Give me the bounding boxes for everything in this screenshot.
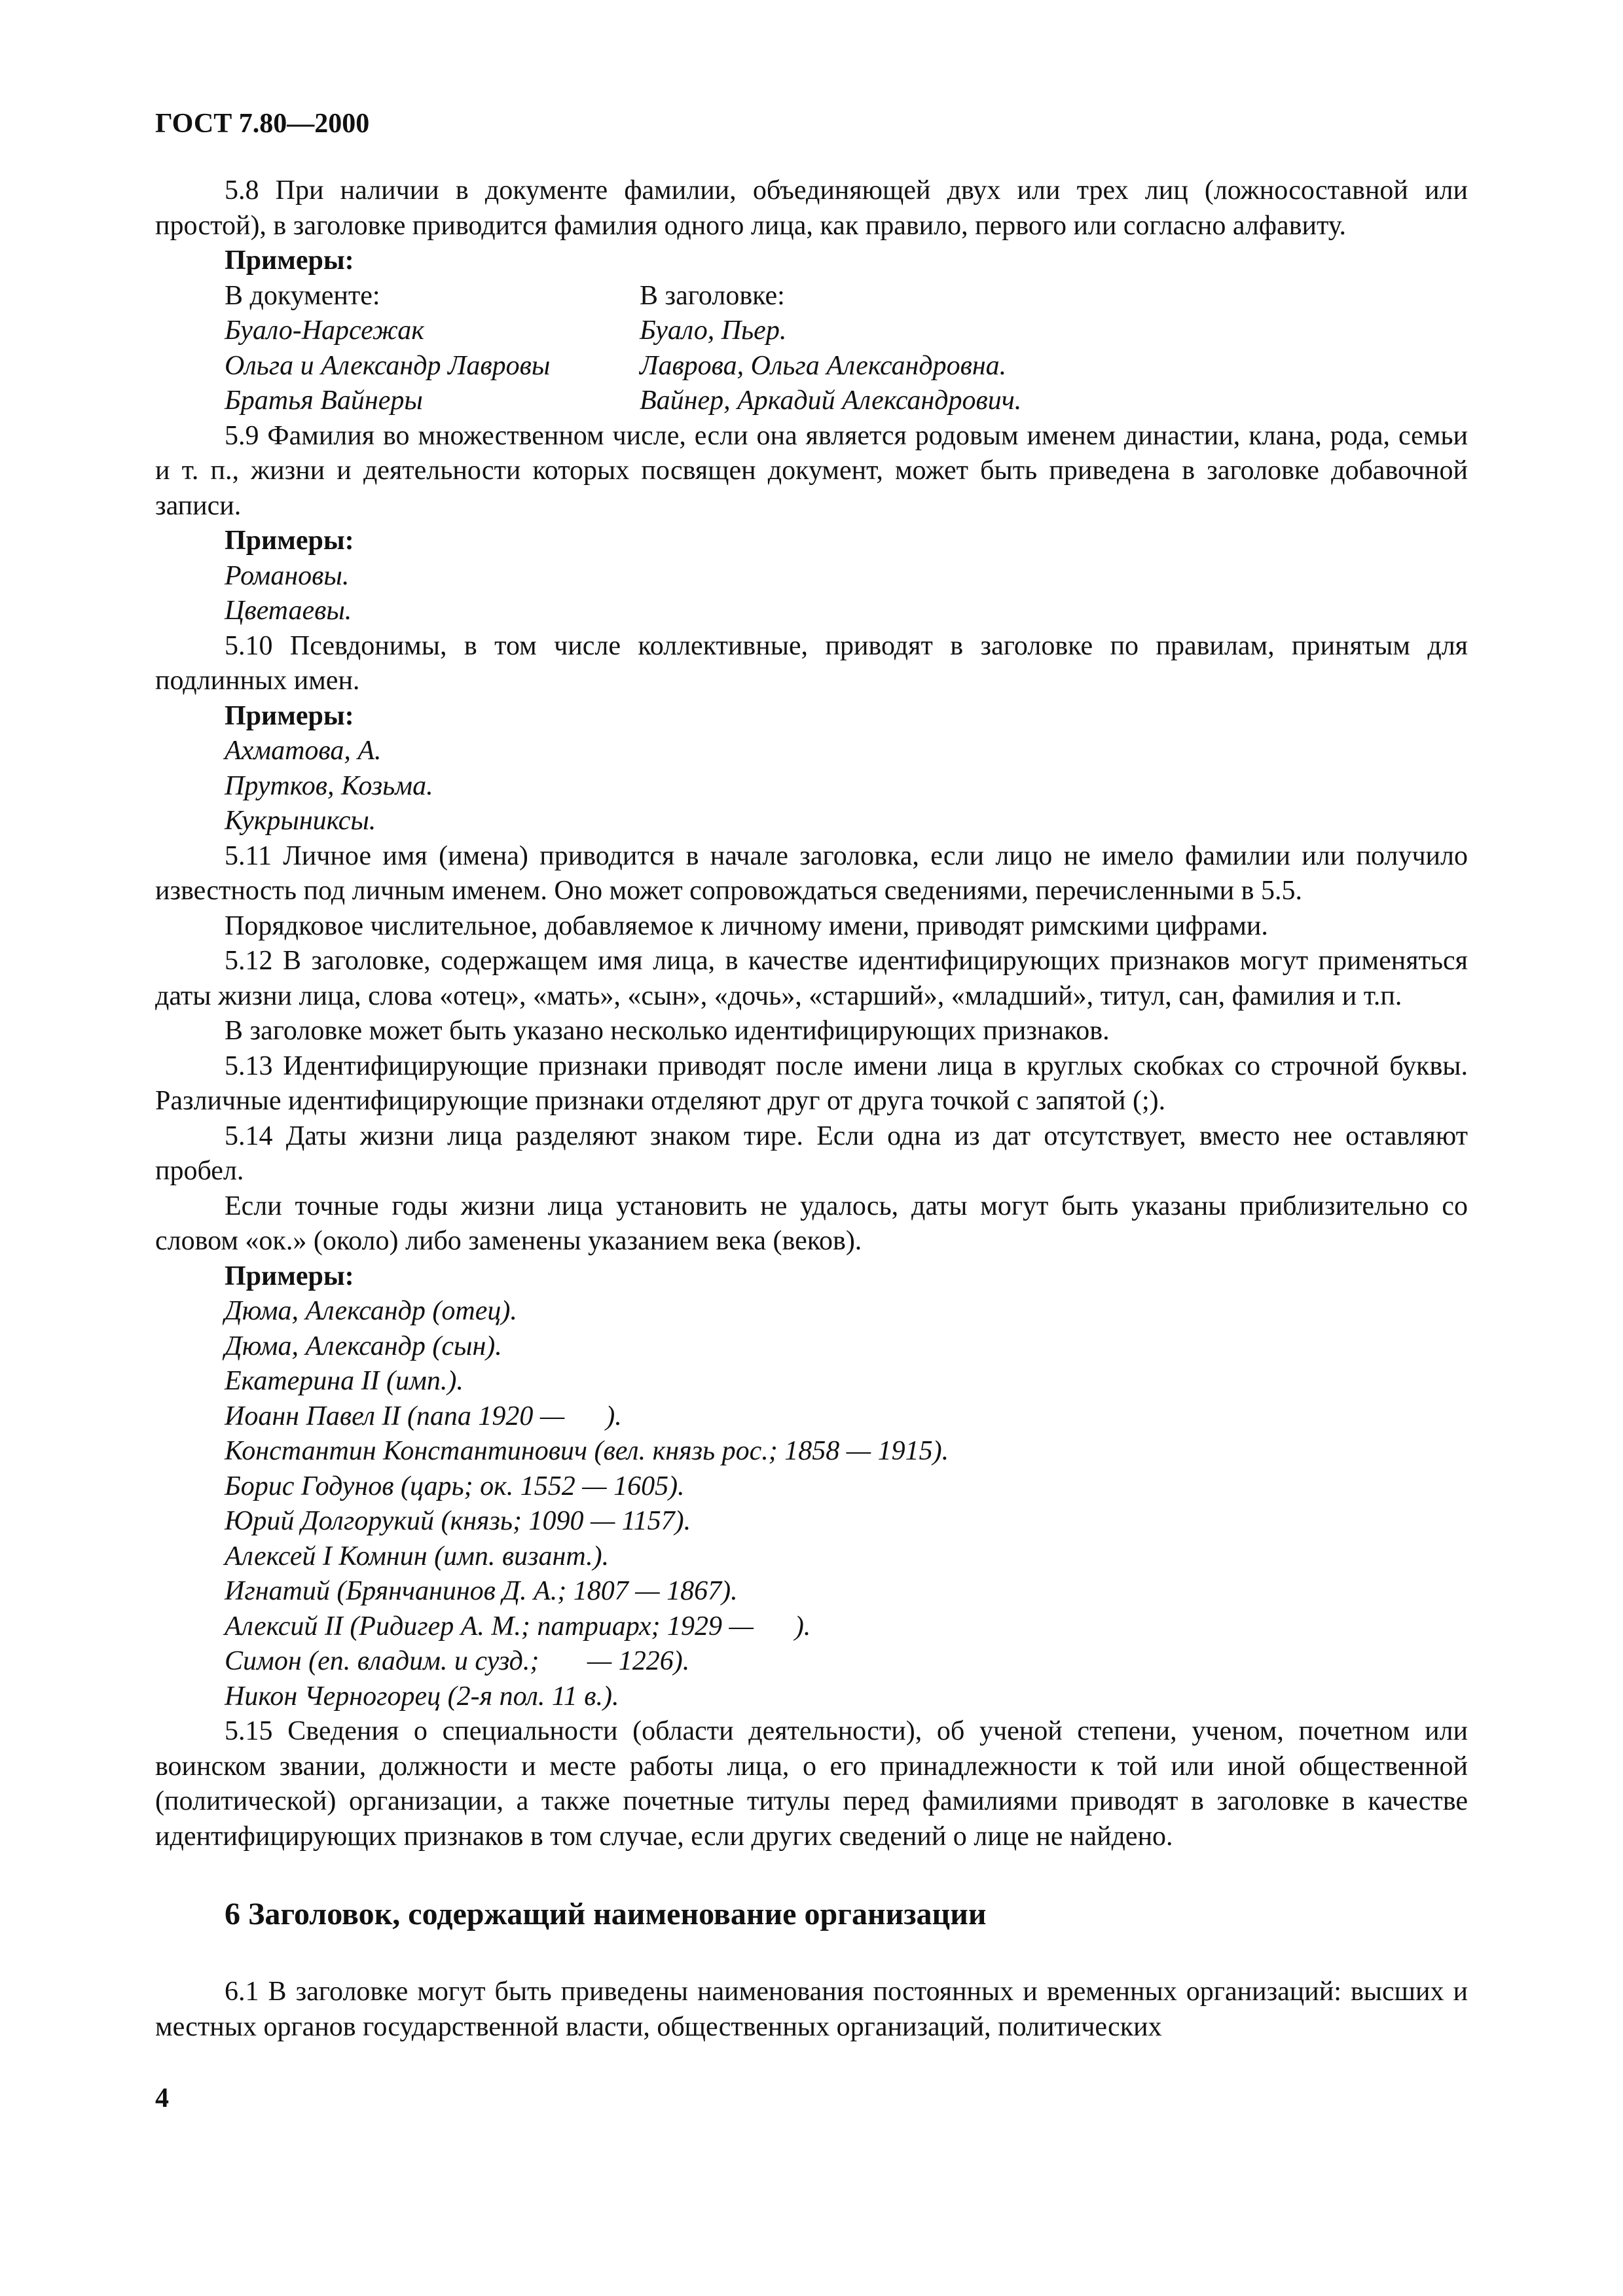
examples-col-heading: В заголовке: [640, 280, 785, 311]
example-item: Игнатий (Брянчанинов Д. А.; 1807 — 1867). [225, 1576, 738, 1606]
example-item: Екатерина II (имп.). [225, 1366, 464, 1396]
page-number: 4 [155, 2083, 169, 2113]
example-item: Константин Константинович (вел. князь рос.; 1858 — 1915). [225, 1436, 949, 1466]
examples-label: Примеры: [225, 1261, 354, 1291]
example-item: Дюма, Александр (отец). [225, 1296, 517, 1326]
example-item: Юрий Долгорукий (князь; 1090 — 1157). [225, 1506, 691, 1536]
paragraph-5-9: 5.9 Фамилия во множественном числе, если она является родовым именем династии, клана, рода, семьи и т. п., жизни и деятельности которых посвящен документ, может быть приведена в заголовке добавочной записи. [155, 420, 1468, 521]
paragraph-5-14-b: Если точные годы жизни лица установить не удалось, даты могут быть указаны приблизительно со словом «ок.» (около) либо заменены указанием века (веков). [155, 1191, 1468, 1256]
examples-label: Примеры: [225, 526, 354, 556]
example-head: Буало, Пьер. [640, 315, 787, 346]
examples-label: Примеры: [225, 700, 354, 731]
example-head: Лаврова, Ольга Александровна. [640, 350, 1007, 381]
paragraph-5-8: 5.8 При наличии в документе фамилии, объединяющей двух или трех лиц (ложносоставной или простой), в заголовке приводится фамилия одного лица, как правило, первого или согласно алфавиту. [155, 175, 1468, 241]
example-item: Цветаевы. [225, 596, 352, 626]
paragraph-5-11-b: Порядковое числительное, добавляемое к личному имени, приводят римскими цифрами. [225, 910, 1268, 941]
paragraph-5-14: 5.14 Даты жизни лица разделяют знаком тире. Если одна из дат отсутствует, вместо нее оставляют пробел. [155, 1121, 1468, 1186]
document-header: ГОСТ 7.80—2000 [155, 109, 370, 139]
example-item: Кукрыниксы. [225, 806, 376, 836]
example-item: Прутков, Козьма. [225, 770, 433, 801]
example-doc: Ольга и Александр Лавровы [225, 350, 551, 381]
example-row [225, 384, 1468, 419]
example-head: Вайнер, Аркадий Александрович. [640, 386, 1022, 416]
examples-col-document: В документе: [225, 280, 380, 311]
example-item: Дюма, Александр (сын). [225, 1331, 502, 1361]
example-item: Никон Черногорец (2-я пол. 11 в.). [225, 1681, 619, 1712]
example-item: Алексей I Комнин (имп. визант.). [225, 1541, 610, 1571]
example-item: Иоанн Павел II (папа 1920 — ). [225, 1401, 622, 1431]
paragraph-5-12: 5.12 В заголовке, содержащем имя лица, в качестве идентифицирующих признаков могут применяться даты жизни лица, слова «отец», «мать», «сын», «дочь», «старший», «младший», титул, сан, фамилия и т.п. [155, 946, 1468, 1011]
paragraph-5-10: 5.10 Псевдонимы, в том числе коллективные, приводят в заголовке по правилам, принятым для подлинных имен. [155, 630, 1468, 696]
example-item: Алексий II (Ридигер А. М.; патриарх; 1929 — ). [225, 1611, 811, 1641]
paragraph-5-15: 5.15 Сведения о специальности (области деятельности), об ученой степени, ученом, почетном или воинском звании, должности и месте работы лица, о его принадлежности к той или иной общественной (политической) организации, а также почетные титулы перед фамилиями приводят в заголовке в качестве идентифицирующих признаков в том случае, если других сведений о лице не найдено. [155, 1716, 1468, 1852]
example-item: Романовы. [225, 560, 350, 591]
paragraph-5-12-b: В заголовке может быть указано несколько идентифицирующих признаков. [225, 1016, 1110, 1046]
paragraph-5-13: 5.13 Идентифицирующие признаки приводят после имени лица в круглых скобках со строчной буквы. Различные идентифицирующие признаки отделяют друг от друга точкой с запятой (;). [155, 1050, 1468, 1116]
example-item: Симон (еп. владим. и сузд.; — 1226). [225, 1646, 690, 1676]
example-item: Ахматова, А. [225, 736, 382, 766]
paragraph-6-1: 6.1 В заголовке могут быть приведены наименования постоянных и временных организаций: высших и местных органов государственной власти, общественных организаций, политических [155, 1977, 1468, 2042]
examples-label: Примеры: [225, 245, 354, 276]
paragraph-5-11: 5.11 Личное имя (имена) приводится в начале заголовка, если лицо не имело фамилии или получило известность под личным именем. Оно может сопровождаться сведениями, перечисленными в 5.5. [155, 840, 1468, 906]
example-row [225, 314, 1468, 349]
section-6-heading: 6 Заголовок, содержащий наименование организации [225, 1897, 987, 1931]
example-item: Борис Годунов (царь; ок. 1552 — 1605). [225, 1471, 685, 1501]
examples-header-row [225, 279, 1468, 314]
example-doc: Братья Вайнеры [225, 386, 423, 416]
document-body [155, 173, 1468, 2045]
example-row [225, 349, 1468, 384]
example-doc: Буало-Нарсежак [225, 315, 424, 346]
